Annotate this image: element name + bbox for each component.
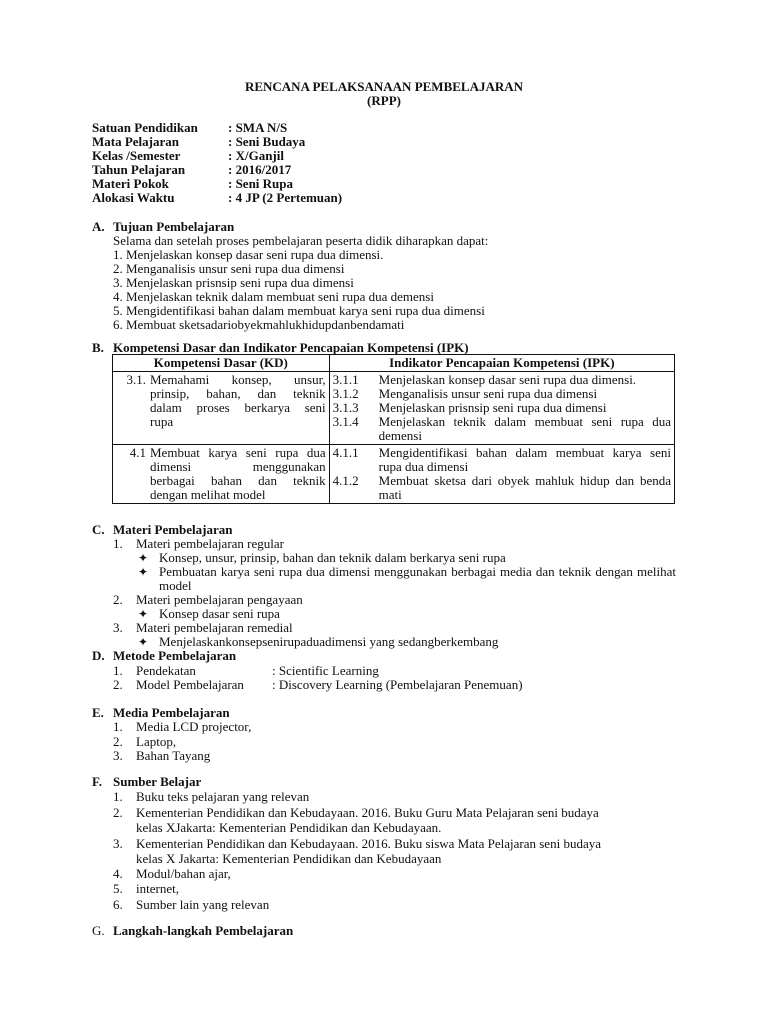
ipk-text: Membuat sketsa dari obyek mahluk hidup dan benda mati <box>378 473 671 502</box>
list-number: 6. <box>113 897 123 912</box>
list-item: 6. Membuat sketsadariobyekmahlukhidupdanbendamati <box>113 317 405 332</box>
list-number: 4. <box>113 866 123 881</box>
list-item: Materi pembelajaran regular <box>136 536 284 551</box>
column-header-kd: Kompetensi Dasar (KD) <box>113 355 330 372</box>
ipk-cell <box>329 445 674 504</box>
list-item: 3. Menjelaskan prisnsip seni rupa dua dimensi <box>113 275 354 290</box>
section-heading: Sumber Belajar <box>113 774 202 789</box>
section-heading: Tujuan Pembelajaran <box>113 219 235 234</box>
list-item-continuation: kelas XJakarta: Kementerian Pendidikan dan Kebudayaan. <box>136 820 442 835</box>
kd-text-line: dalam proses berkarya seni <box>150 400 326 415</box>
kd-text-line: berbagai bahan dan teknik <box>150 473 326 488</box>
ipk-cell <box>329 372 674 445</box>
list-number: 2. <box>113 592 123 607</box>
section-letter: F. <box>92 774 102 789</box>
table-row <box>113 372 675 445</box>
ipk-number: 3.1.2 <box>332 386 359 401</box>
identity-value: : SMA N/S <box>228 120 288 135</box>
kd-text-line: rupa <box>150 414 174 429</box>
list-item: 4. Menjelaskan teknik dalam membuat seni rupa dua demensi <box>113 289 434 304</box>
star-bullet-icon: ✦ <box>138 635 149 649</box>
star-bullet-icon: ✦ <box>138 565 149 579</box>
document-title: RENCANA PELAKSANAAN PEMBELAJARAN <box>244 79 524 94</box>
list-item: 2. Menganalisis unsur seni rupa dua dimensi <box>113 261 345 276</box>
section-letter: G. <box>92 923 105 938</box>
document-subtitle: (RPP) <box>367 93 401 108</box>
table-row <box>113 445 675 504</box>
list-number: 1. <box>113 663 123 678</box>
list-item: Kementerian Pendidikan dan Kebudayaan. 2016. Buku siswa Mata Pelajaran seni budaya <box>136 836 601 851</box>
identity-label: Satuan Pendidikan <box>92 120 198 135</box>
method-value: : Discovery Learning (Pembelajaran Penemuan) <box>272 677 523 692</box>
bullet-item: Menjelaskankonsepsenirupaduadimensi yang sedangberkembang <box>159 634 499 649</box>
section-heading: Metode Pembelajaran <box>113 648 237 663</box>
list-number: 3. <box>113 836 123 851</box>
list-item: 5. Mengidentifikasi bahan dalam membuat karya seni rupa dua dimensi <box>113 303 485 318</box>
list-number: 3. <box>113 620 123 635</box>
ipk-number: 4.1.1 <box>332 445 359 460</box>
method-label: Model Pembelajaran <box>136 677 244 692</box>
section-heading: Media Pembelajaran <box>113 705 230 720</box>
ipk-text: Menganalisis unsur seni rupa dua dimensi <box>378 386 598 401</box>
identity-value: : Seni Rupa <box>228 176 294 191</box>
ipk-number: 3.1.3 <box>332 400 359 415</box>
kd-text-line: Memahami konsep, unsur, <box>150 372 326 387</box>
identity-label: Tahun Pelajaran <box>92 162 186 177</box>
ipk-text: Mengidentifikasi bahan dalam membuat karya seni rupa dua dimensi <box>378 445 671 474</box>
list-item: Bahan Tayang <box>136 748 211 763</box>
kd-text-line: prinsip, bahan, dan teknik <box>150 386 326 401</box>
list-item: Media LCD projector, <box>136 719 252 734</box>
ipk-number: 3.1.4 <box>332 414 359 429</box>
identity-value: : 2016/2017 <box>228 162 292 177</box>
bullet-item: Pembuatan karya seni rupa dua dimensi menggunakan berbagai media dan teknik dengan melihat model <box>159 564 676 593</box>
section-letter: A. <box>92 219 105 234</box>
section-heading: Materi Pembelajaran <box>113 522 233 537</box>
kd-text-line: Membuat karya seni rupa dua <box>150 445 326 460</box>
method-value: : Scientific Learning <box>272 663 379 678</box>
identity-value: : X/Ganjil <box>228 148 284 163</box>
competency-table <box>112 354 675 504</box>
list-item: Kementerian Pendidikan dan Kebudayaan. 2016. Buku Guru Mata Pelajaran seni budaya <box>136 805 599 820</box>
kd-number: 4.1 <box>129 445 146 460</box>
list-item: Modul/bahan ajar, <box>136 866 231 881</box>
star-bullet-icon: ✦ <box>138 551 149 565</box>
kd-cell <box>113 372 330 445</box>
section-heading: Langkah-langkah Pembelajaran <box>113 923 294 938</box>
section-letter: C. <box>92 522 105 537</box>
identity-value: : 4 JP (2 Pertemuan) <box>228 190 343 205</box>
list-item: Sumber lain yang relevan <box>136 897 270 912</box>
identity-value: : Seni Budaya <box>228 134 306 149</box>
bullet-item: Konsep, unsur, prinsip, bahan dan teknik dalam berkarya seni rupa <box>159 550 506 565</box>
list-item: internet, <box>136 881 179 896</box>
section-heading: Kompetensi Dasar dan Indikator Pencapaian Kompetensi (IPK) <box>113 340 469 355</box>
kd-cell <box>113 445 330 504</box>
list-number: 1. <box>113 719 123 734</box>
column-header-ipk: Indikator Pencapaian Kompetensi (IPK) <box>329 355 674 372</box>
ipk-number: 3.1.1 <box>332 372 359 387</box>
kd-number: 3.1. <box>126 372 146 387</box>
list-number: 2. <box>113 734 123 749</box>
list-item-continuation: kelas X Jakarta: Kementerian Pendidikan dan Kebudayaan <box>136 851 442 866</box>
ipk-text: Menjelaskan konsep dasar seni rupa dua dimensi. <box>378 372 637 387</box>
ipk-number: 4.1.2 <box>332 473 359 488</box>
list-item: Laptop, <box>136 734 177 749</box>
list-number: 2. <box>113 677 123 692</box>
identity-label: Mata Pelajaran <box>92 134 180 149</box>
list-item: 1. Menjelaskan konsep dasar seni rupa dua dimensi. <box>113 247 384 262</box>
identity-label: Alokasi Waktu <box>92 190 175 205</box>
section-letter: D. <box>92 648 105 663</box>
identity-label: Kelas /Semester <box>92 148 181 163</box>
bullet-item: Konsep dasar seni rupa <box>159 606 280 621</box>
identity-label: Materi Pokok <box>92 176 169 191</box>
section-letter: E. <box>92 705 104 720</box>
ipk-text: Menjelaskan prisnsip seni rupa dua dimensi <box>378 400 607 415</box>
star-bullet-icon: ✦ <box>138 607 149 621</box>
list-item: Materi pembelajaran remedial <box>136 620 293 635</box>
list-item: Buku teks pelajaran yang relevan <box>136 789 310 804</box>
list-number: 2. <box>113 805 123 820</box>
list-number: 1. <box>113 789 123 804</box>
list-item: Materi pembelajaran pengayaan <box>136 592 303 607</box>
list-number: 5. <box>113 881 123 896</box>
ipk-text: Menjelaskan teknik dalam membuat seni rupa dua demensi <box>378 414 671 443</box>
section-intro: Selama dan setelah proses pembelajaran peserta didik diharapkan dapat: <box>113 233 489 248</box>
list-number: 1. <box>113 536 123 551</box>
section-letter: B. <box>92 340 104 355</box>
table-header-row <box>113 355 675 372</box>
kd-text-line: dengan melihat model <box>150 487 266 502</box>
list-number: 3. <box>113 748 123 763</box>
method-label: Pendekatan <box>136 663 196 678</box>
kd-text-line: dimensi menggunakan <box>150 459 326 474</box>
